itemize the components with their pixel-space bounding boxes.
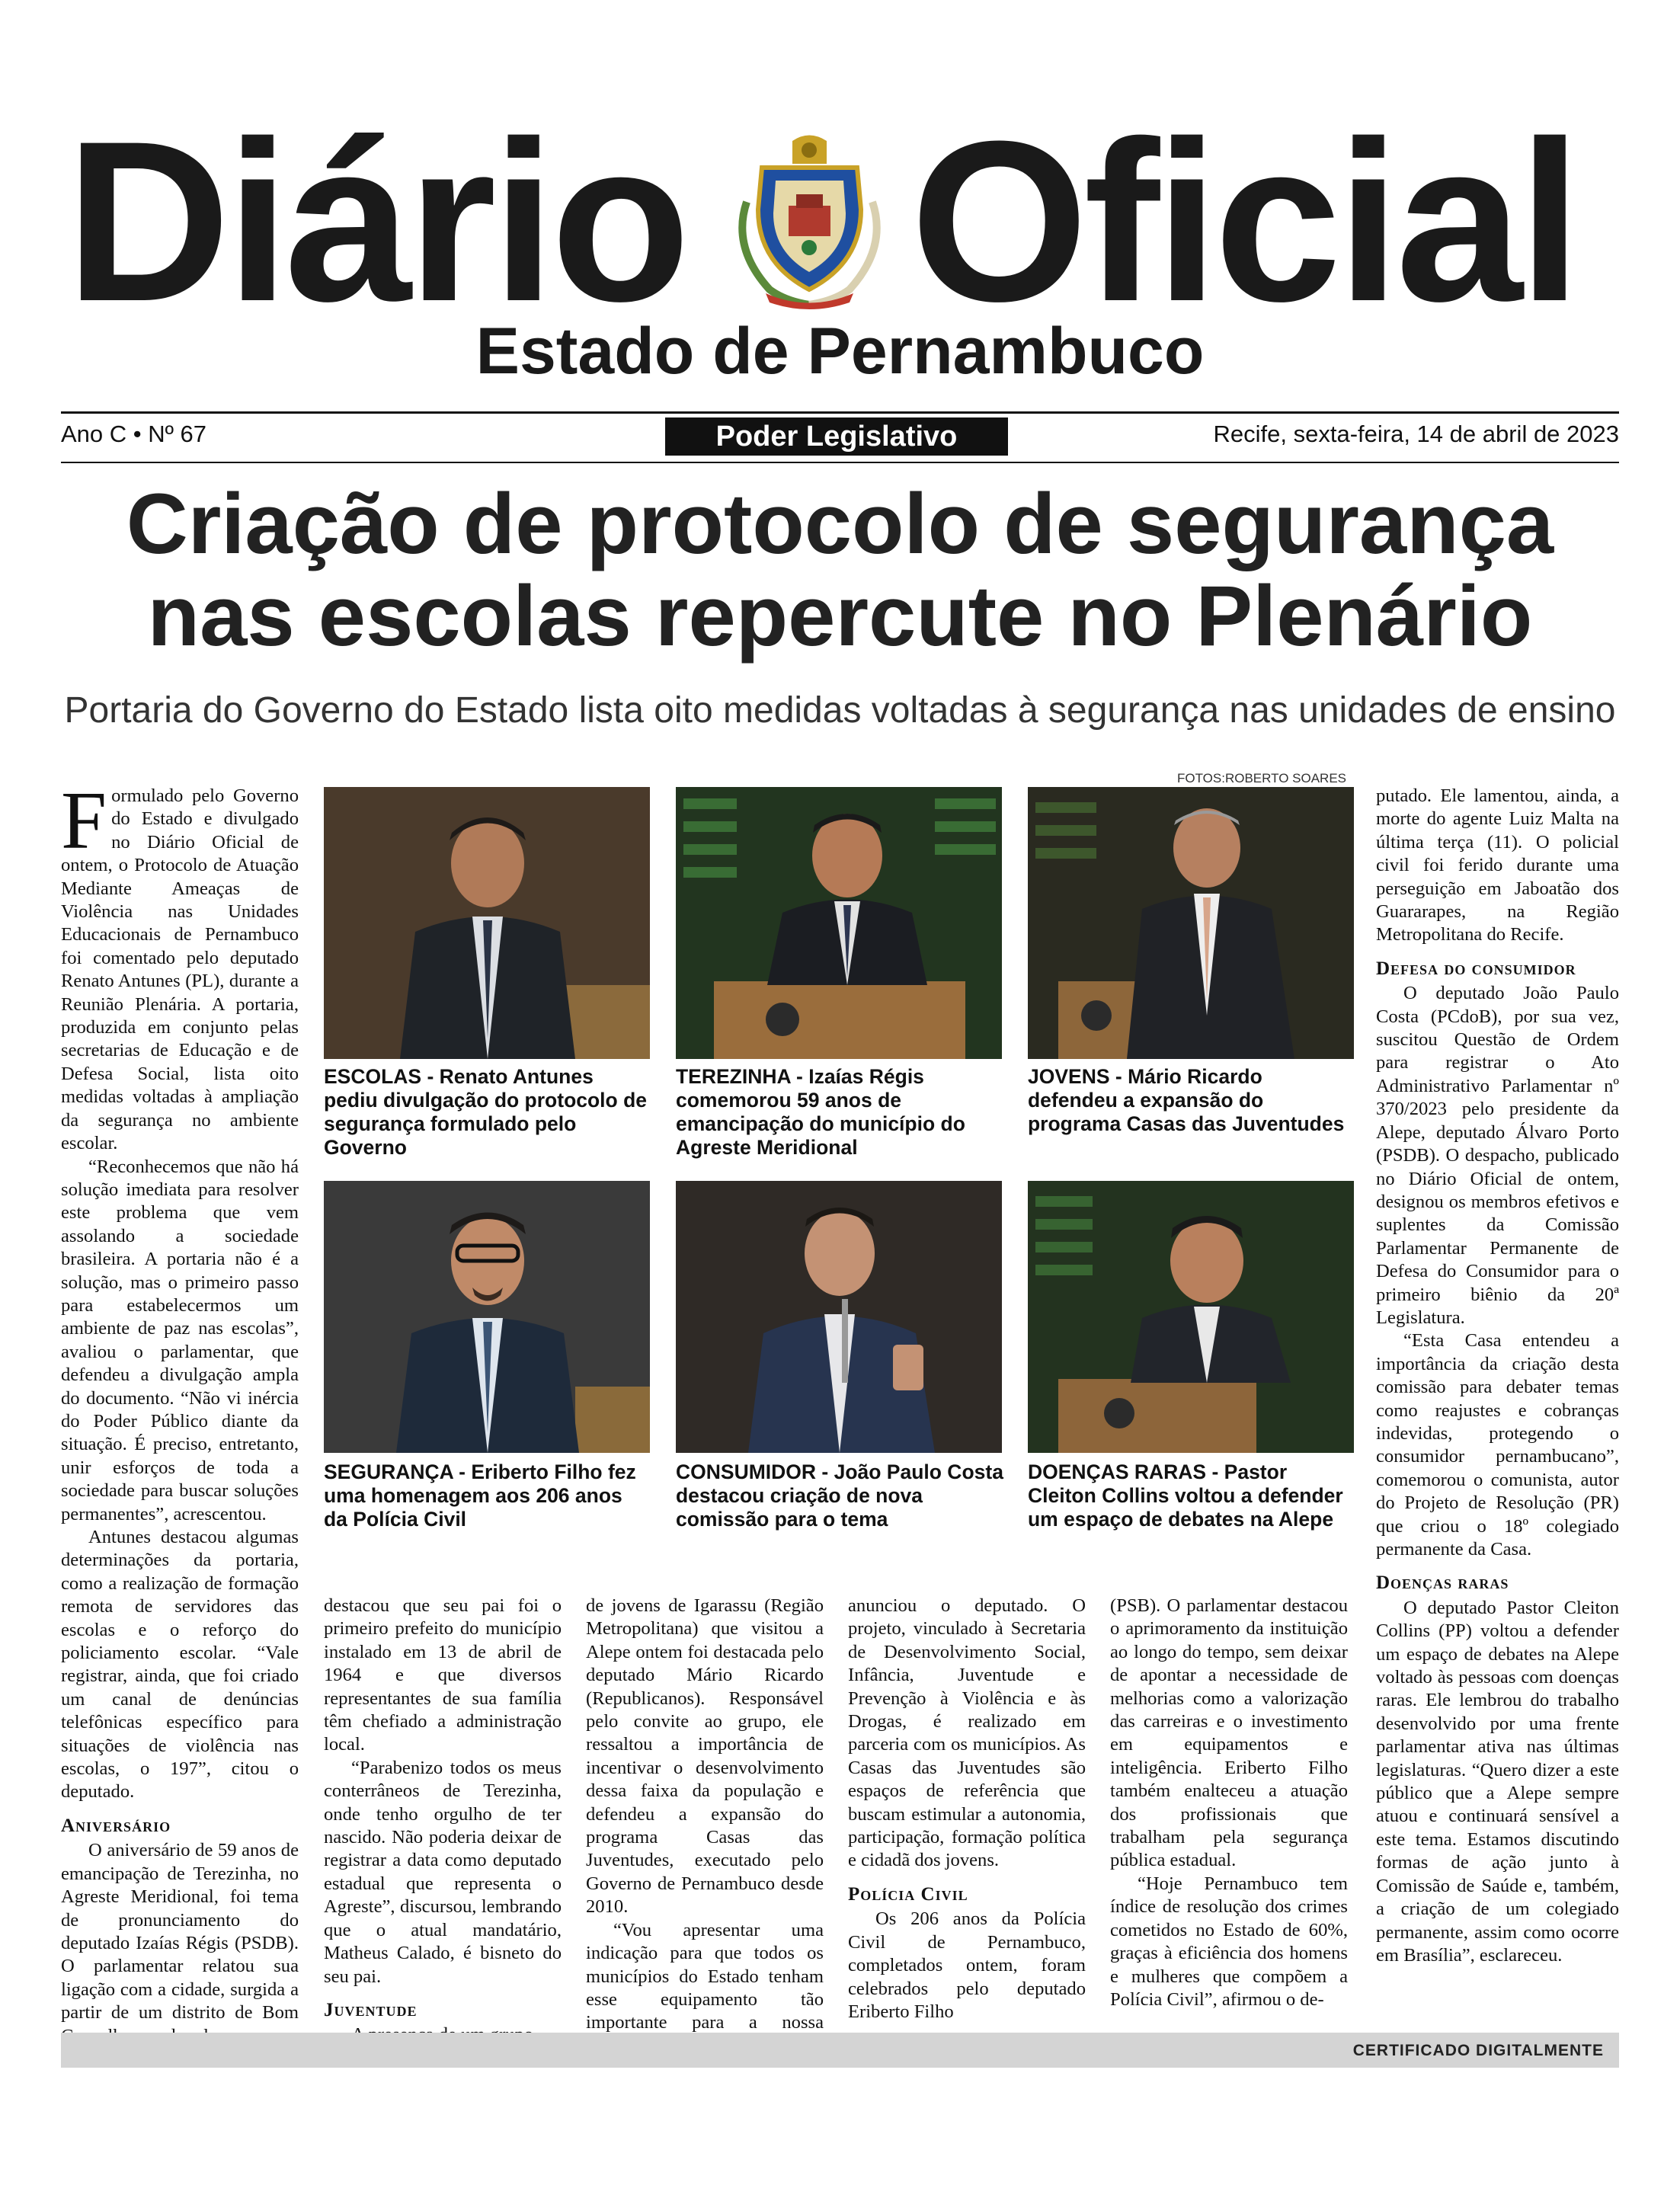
subhead-doencas-raras: Doenças raras [1376,1572,1509,1594]
col1-paragraph-2: “Reconhecemos que não há solução imediata para resolver este problema que vem assolando a sociedade brasileira. A portaria não é a solução, mas o primeiro passo para estabelecermos um ambiente de paz nas escolas”, avaliou o parlamentar, que defendeu a divulgação ampla do documento. “Não vi inércia do Poder Público diante da situação. É preciso, entretanto, unir esforços de toda a sociedade para buscar soluções permanentes”, acrescentou. [61,1156,299,1524]
dateline: Recife, sexta-feira, 14 de abril de 2023 [1213,421,1619,447]
subhead-policia-civil: Polícia Civil [848,1883,968,1905]
photo-credit: FOTOS:ROBERTO SOARES [1177,771,1346,785]
masthead-subtitle: Estado de Pernambuco [475,315,1205,388]
article-column-6 [1376,785,1619,1967]
footer-bar [61,2033,1619,2068]
photo-cleiton-collins [1028,1181,1354,1453]
caption-escolas: ESCOLAS - Renato Antunes pediu divulgação do protocolo de segurança formulado pelo Governo [324,1065,648,1159]
caption-consumidor: CONSUMIDOR - João Paulo Costa destacou criação de nova comissão para o tema [676,1460,1003,1531]
col1-paragraph-3: Antunes destacou algumas determinações da portaria, como a realização de formação remota de servidores das escolas e o reforço do policiamento escolar. “Vale registrar, ainda, que foi criado um canal de denúncias telefônicas específico para situações de violência nas escolas, o 197”, citou o deputado. [61,1527,299,1803]
col5-paragraph-1: (PSB). O parlamentar destacou o aprimoramento da instituição ao longo do tempo, sem deixar de apontar a necessidade de melhorias como a valorização das carreiras e o investimento em equipamentos e inteligência. Eriberto Filho também enalteceu a atuação dos profissionais que trabalham pela segurança pública estadual. [1110,1595,1348,1871]
col6-paragraph-3: “Esta Casa entendeu a importância da criação desta comissão para debater temas como reajustes e cobranças indevidas, protegendo o consumidor pernambucano”, comemorou o comunista, autor do Projeto de Resolução (PR) que criou o 18º colegiado permanente da Casa. [1376,1330,1619,1560]
col2-paragraph-2: “Parabenizo todos os meus conterrâneos de Terezinha, onde tenho orgulho de ter nascido. Não poderia deixar de registrar a data como deputado estadual que representa o Agreste”, discursou, lembrando que o atual mandatário, Matheus Calado, é bisneto do seu pai. [324,1757,562,1987]
photo-joao-paulo-costa [676,1181,1002,1453]
caption-terezinha: TEREZINHA - Izaías Régis comemorou 59 anos de emancipação do município do Agreste Meridional [676,1065,965,1159]
masthead-bottom-rule [61,462,1619,463]
masthead-title-right: Oficial [910,93,1577,349]
masthead-top-rule [61,411,1619,414]
col1-paragraph-4: O aniversário de 59 anos de emancipação de Terezinha, no Agreste Meridional, foi tema de pronunciamento do deputado Izaías Régis (PSDB). O parlamentar relatou sua ligação com a cidade, surgida a partir de um distrito de Bom [61,1840,299,2023]
article-column-3 [586,1595,824,2058]
subhead-aniversario: Aniversário [61,1815,171,1836]
headline-line-2: nas escolas repercute no Plenário [147,568,1533,664]
photo-renato-antunes [324,787,650,1059]
article-column-5 [1110,1595,1348,2011]
col2-paragraph-1: destacou que seu pai foi o primeiro prefeito do município instalado em 13 de abril de 1964 e que diversos representantes de sua família têm chefiado a administração local. [324,1595,562,1755]
photo-izaias-regis [676,787,1002,1059]
drop-cap: F [61,776,107,866]
masthead-title-left: Diário [66,93,686,349]
col4-paragraph-1: anunciou o deputado. O projeto, vinculado à Secretaria de Desenvolvimento Social, Infância, Juventude e Prevenção à Violência e às Drogas, é realizado em parceria com os municípios. As Casas das Juventudes são espaços de referência que buscam estimular a autonomia, participação, formação política e cidadã dos jovens. [848,1595,1086,1871]
col5-paragraph-2: “Hoje Pernambuco tem índice de resolução dos crimes cometidos no Estado de 60%, graças à eficiência dos homens e mulheres que compõem a Polícia Civil”, afirmou o de- [1110,1873,1348,2010]
photo-mario-ricardo [1028,787,1354,1059]
subhead-defesa-consumidor: Defesa do consumidor [1376,958,1576,979]
section-label: Poder Legislativo [665,417,1008,456]
col3-paragraph-1: de jovens de Igarassu (Região Metropolitana) que visitou a Alepe ontem foi destacada pelo deputado Mário Ricardo (Republicanos). Responsável pelo convite ao grupo, ele ressaltou a importância de incentivar o desenvolvimento dessa faixa da população e defendeu a expansão do programa Casas das Juventudes, executado pelo Governo de Pernambuco desde 2010. [586,1595,824,1918]
headline-deck: Portaria do Governo do Estado lista oito medidas voltadas à segurança nas unidades de ensino [64,690,1616,731]
caption-seguranca: SEGURANÇA - Eriberto Filho fez uma homenagem aos 206 anos da Polícia Civil [324,1460,636,1531]
edition-number: Ano C • Nº 67 [61,421,207,447]
article-column-2 [324,1595,562,2047]
pernambuco-coat-of-arms-icon [724,133,895,312]
caption-jovens: JOVENS - Mário Ricardo defendeu a expansão do programa Casas das Juventudes [1028,1065,1345,1135]
headline [0,478,1680,663]
col6-paragraph-2: O deputado João Paulo Costa (PCdoB), por sua vez, suscitou Questão de Ordem para registrar o Ato Administrativo Parlamentar nº 370/2023 pelo presidente da Alepe, deputado Álvaro Porto (PSDB). O despacho, publicado no Diário Oficial de ontem, designou os membros efetivos e suplentes da Comissão Parlamentar Permanente de Defesa do Consumidor para o primeiro biênio da 20ª Legislatura. [1376,983,1619,1328]
col4-paragraph-2: Os 206 anos da Polícia Civil de Pernambuco, completados ontem, foram celebrados pelo deputado Eriberto Filho [848,1908,1086,2022]
headline-line-1: Criação de protocolo de segurança [126,476,1554,571]
photo-eriberto-filho [324,1181,650,1453]
col3-paragraph-2: “Vou apresentar uma indicação para que todos os municípios do Estado tenham esse equipamento tão importante para a nossa [586,1919,824,2033]
article-column-4 [848,1595,1086,2023]
col6-paragraph-4: O deputado Pastor Cleiton Collins (PP) voltou a defender um espaço de debates na Alepe voltado às pessoas com doenças raras. Ele lembrou do trabalho desenvolvido por uma frente parlamentar ativa nas últimas legislaturas. “Quero dizer a este público que a Alepe sempre atuou e continuará sensível a este tema. Estamos discutindo formas de ação junto à Comissão de Saúde e, também, a criação de um colegiado permanente, assim como ocorre em Brasília”, esclareceu. [1376,1597,1619,1966]
caption-doencas-raras: DOENÇAS RARAS - Pastor Cleiton Collins voltou a defender um espaço de debates na Alepe [1028,1460,1343,1531]
subhead-juventude: Juventude [324,1999,418,2020]
col1-paragraph-1: ormulado pelo Governo do Estado e divulgado no Diário Oficial de ontem, o Protocolo de Atuação Mediante Ameaças de Violência nas Unidades Educacionais de Pernambuco foi comentado pelo deputado Renato Antunes (PL), durante a Reunião Plenária. A portaria, produzida em conjunto pelas secretarias de Educação e de Defesa Social, lista oito medidas voltadas à ampliação da segurança no ambiente escolar. [61,785,299,1154]
digital-certificate-label: CERTIFICADO DIGITALMENTE [1352,2042,1604,2059]
article-column-1 [61,776,299,2071]
col6-paragraph-1: putado. Ele lamentou, ainda, a morte do agente Luiz Malta na última terça (11). O policial civil foi ferido durante uma perseguição em Jaboatão dos Guararapes, na Região Metropolitana do Recife. [1376,785,1619,945]
